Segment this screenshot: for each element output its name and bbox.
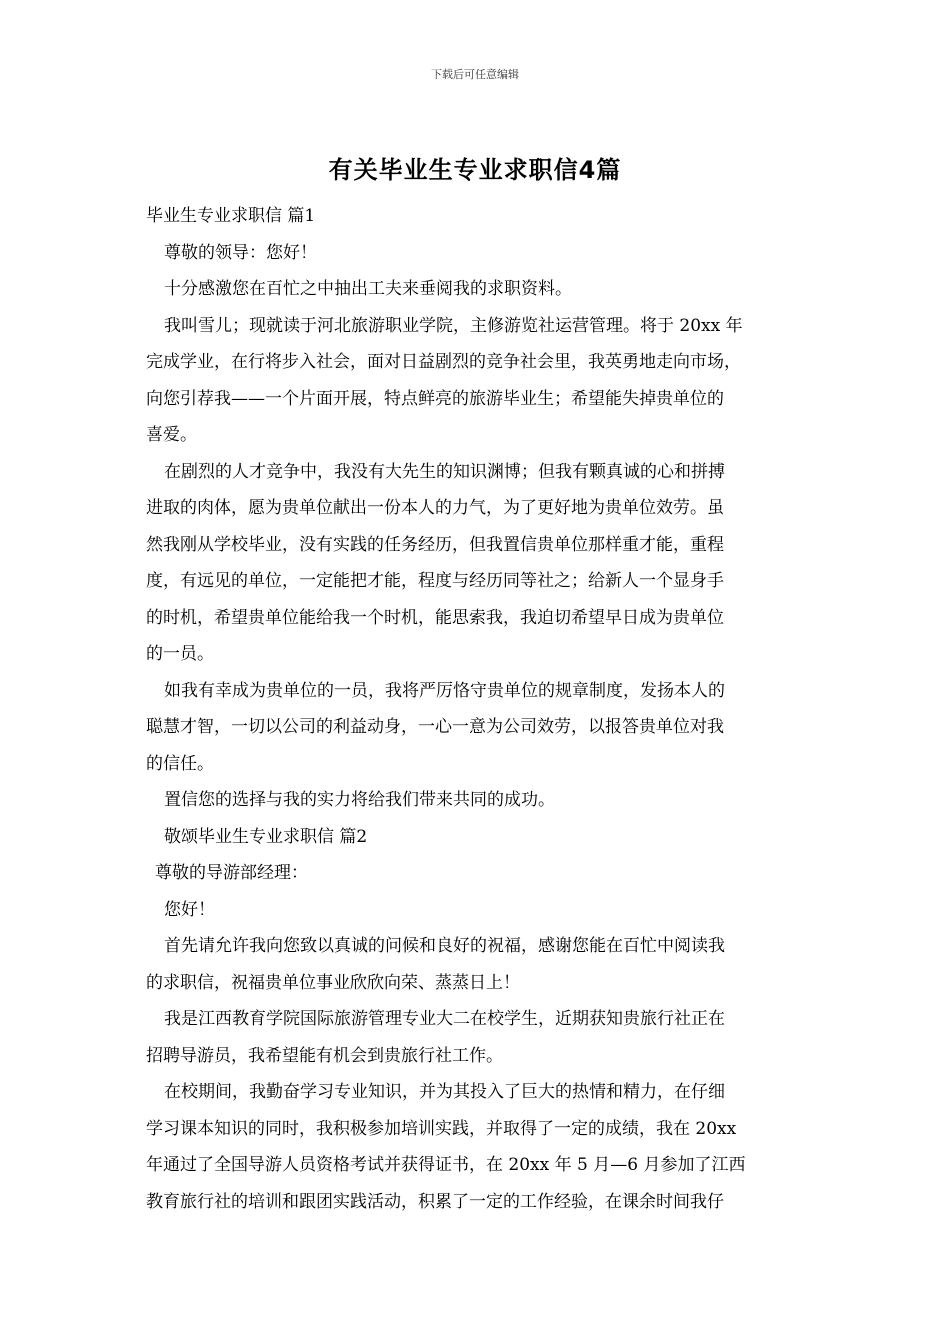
- text-line: 在剧烈的人才竞争中，我没有大先生的知识渊博；但我有颗真诚的心和拼搏: [164, 461, 725, 482]
- text-line: 学习课本知识的同时，我积极参加培训实践，并取得了一定的成绩，我在 20xx: [146, 1118, 737, 1139]
- text-line: 敬颂毕业生专业求职信 篇2: [164, 826, 368, 847]
- text-line: 年通过了全国导游人员资格考试并获得证书，在 20xx 年 5 月—6 月参加了江西: [146, 1155, 746, 1175]
- text-line: 的求职信，祝福贵单位事业欣欣向荣、蒸蒸日上！: [146, 972, 520, 993]
- text-line: 首先请允许我向您致以真诚的问候和良好的祝福，感谢您能在百忙中阅读我: [164, 936, 725, 956]
- text-line: 如我有幸成为贵单位的一员，我将严厉恪守贵单位的规章制度，发扬本人的: [164, 680, 725, 701]
- text-line: 的信任。: [146, 753, 214, 774]
- text-line: 喜爱。: [146, 425, 197, 445]
- document-body: [146, 198, 808, 1220]
- text-line: 我叫雪儿；现就读于河北旅游职业学院，主修游览社运营管理。将于 20xx 年: [164, 315, 743, 336]
- text-line: 我是江西教育学院国际旅游管理专业大二在校学生，近期获知贵旅行社正在: [164, 1009, 725, 1029]
- text-line: 向您引荐我——一个片面开展，特点鲜亮的旅游毕业生；希望能失掉贵单位的: [146, 388, 724, 409]
- text-line: 置信您的选择与我的实力将给我们带来共同的成功。: [164, 790, 555, 810]
- document-title: 有关毕业生专业求职信4篇: [328, 156, 622, 184]
- text-line: 毕业生专业求职信 篇1: [146, 206, 316, 226]
- text-line: 进取的肉体，愿为贵单位献出一份本人的力气，为了更好地为贵单位效劳。虽: [146, 498, 724, 518]
- text-line: 的时机，希望贵单位能给我一个时机，能思索我，我迫切希望早日成为贵单位: [146, 607, 724, 628]
- text-line: 尊敬的领导：您好！: [164, 242, 317, 263]
- text-line: 教育旅行社的培训和跟团实践活动，积累了一定的工作经验，在课余时间我仔: [146, 1191, 724, 1212]
- header-note: 下载后可任意编辑: [431, 68, 519, 81]
- text-line: 尊敬的导游部经理：: [155, 863, 308, 883]
- text-line: 度，有远见的单位，一定能把才能，程度与经历同等社之；给新人一个显身手: [146, 571, 724, 591]
- text-line: 的一员。: [146, 644, 214, 664]
- text-line: 完成学业，在行将步入社会，面对日益剧烈的竞争社会里，我英勇地走向市场，: [146, 352, 741, 372]
- text-line: 然我刚从学校毕业，没有实践的任务经历，但我置信贵单位那样重才能，重程: [146, 534, 724, 555]
- text-line: 聪慧才智，一切以公司的利益动身，一心一意为公司效劳，以报答贵单位对我: [146, 717, 724, 737]
- text-line: 招聘导游员，我希望能有机会到贵旅行社工作。: [146, 1045, 503, 1066]
- text-line: 您好！: [164, 899, 215, 920]
- text-line: 在校期间，我勤奋学习专业知识，并为其投入了巨大的热情和精力，在仔细: [164, 1082, 725, 1102]
- text-line: 十分感激您在百忙之中抽出工夫来垂阅我的求职资料。: [164, 279, 572, 299]
